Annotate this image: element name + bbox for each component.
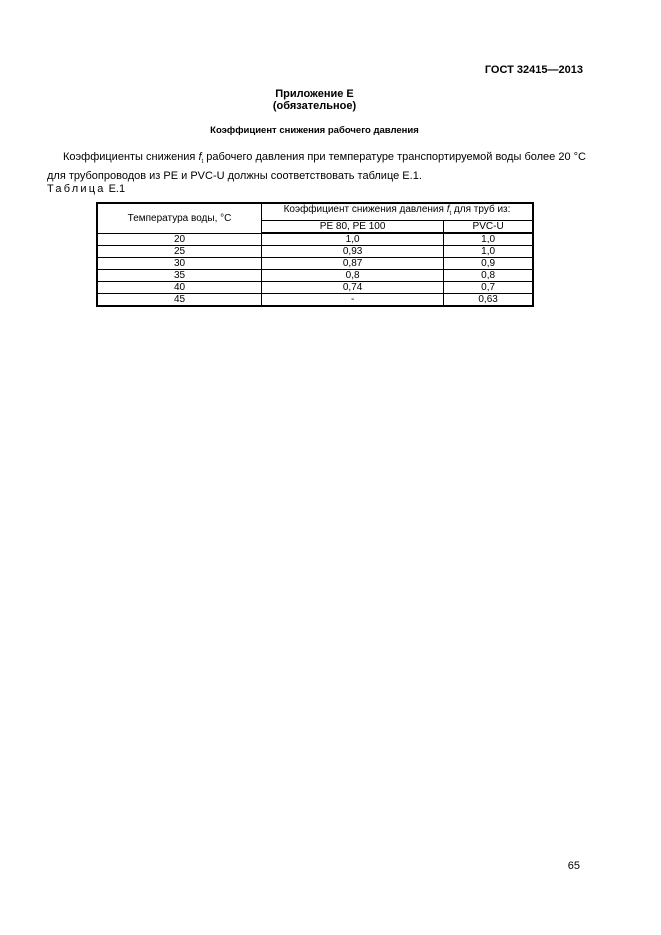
- header-coefficient: [262, 203, 534, 221]
- table-row: [97, 294, 533, 307]
- header-temperature: Температура воды, °С: [97, 203, 262, 233]
- cell-pe: 0,87: [262, 258, 444, 270]
- table-header-row: [97, 203, 533, 221]
- table-row: [97, 246, 533, 258]
- header-coefficient-start: Коэффициент снижения давления: [283, 204, 447, 215]
- cell-pvc: 0,63: [444, 294, 533, 307]
- cell-pe: 0,93: [262, 246, 444, 258]
- table-row: [97, 270, 533, 282]
- table-row: [97, 282, 533, 294]
- header-pe: PE 80, PE 100: [262, 221, 444, 234]
- paragraph-text-start: Коэффициенты снижения: [63, 151, 199, 163]
- table-caption-word: Таблица: [47, 183, 106, 195]
- annex-heading: [0, 88, 661, 112]
- coefficient-symbol: f: [198, 151, 202, 163]
- cell-pvc: 0,8: [444, 270, 533, 282]
- cell-temp: 45: [97, 294, 262, 307]
- cell-pvc: 1,0: [444, 233, 533, 246]
- cell-pe: 0,8: [262, 270, 444, 282]
- table-caption: [47, 183, 125, 195]
- pressure-coefficient-table: [96, 202, 534, 307]
- annex-title: Приложение Е: [275, 88, 354, 100]
- coefficient-subscript: t: [201, 159, 204, 166]
- table-row: [97, 258, 533, 270]
- cell-temp: 25: [97, 246, 262, 258]
- table-row: [97, 233, 533, 246]
- cell-pvc: 0,7: [444, 282, 533, 294]
- header-coefficient-end: для труб из:: [451, 204, 511, 215]
- annex-status: (обязательное): [272, 100, 357, 112]
- table-caption-number: Е.1: [108, 183, 126, 195]
- header-pvc: PVC-U: [444, 221, 533, 234]
- cell-pvc: 0,9: [444, 258, 533, 270]
- cell-pe: -: [262, 294, 444, 307]
- paragraph-text-end: рабочего давления при температуре транспортируемой воды более 20 °С для трубопроводов из PE и PVC-U должны соответствовать таблице Е.1.: [47, 151, 586, 183]
- cell-pvc: 1,0: [444, 246, 533, 258]
- cell-temp: 20: [97, 233, 262, 246]
- section-title: Коэффициент снижения рабочего давления: [210, 125, 419, 136]
- page-number: 65: [567, 860, 580, 872]
- header-coefficient-subscript: t: [449, 211, 452, 217]
- body-paragraph: [47, 150, 587, 183]
- cell-temp: 30: [97, 258, 262, 270]
- cell-pe: 1,0: [262, 233, 444, 246]
- cell-pe: 0,74: [262, 282, 444, 294]
- document-code: ГОСТ 32415—2013: [484, 64, 583, 76]
- cell-temp: 40: [97, 282, 262, 294]
- header-coefficient-symbol: f: [446, 204, 450, 215]
- cell-temp: 35: [97, 270, 262, 282]
